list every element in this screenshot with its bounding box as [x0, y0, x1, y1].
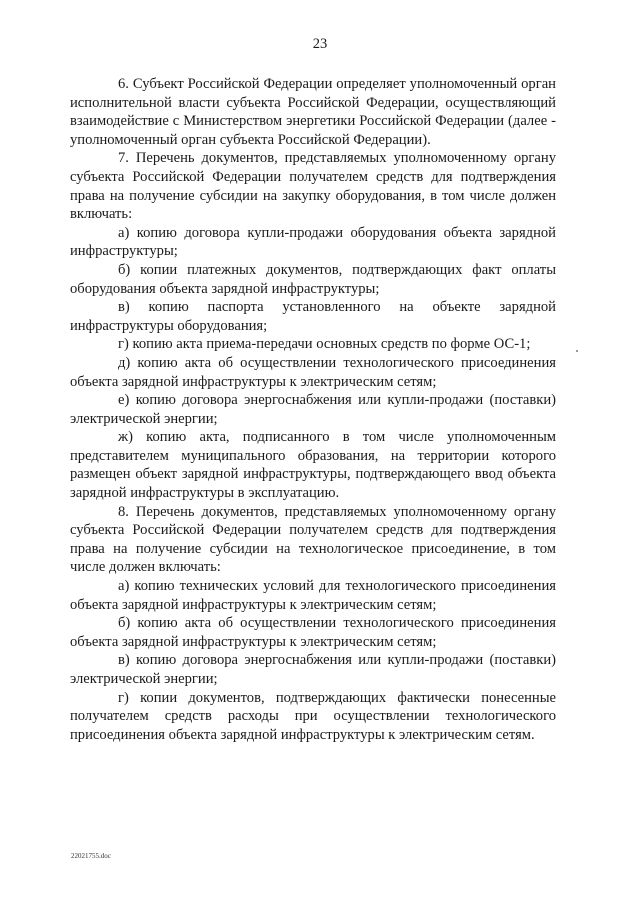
- paragraph-8-item-a: а) копию технических условий для технологического присоединения объекта зарядной инфраструктуры к электрическим сетям;: [70, 578, 556, 613]
- document-body: [70, 75, 556, 744]
- paragraph-7: 7. Перечень документов, представляемых уполномоченному органу субъекта Российской Федерации получателем средств для подтверждения права на получение субсидии на закупку оборудования, в том числе должен включать:: [70, 150, 556, 223]
- document-file-name: 22021755.doc: [71, 852, 111, 860]
- paragraph-7-item-v: в) копию паспорта установленного на объекте зарядной инфраструктуры оборудования;: [70, 299, 556, 334]
- paragraph-7-item-a: а) копию договора купли-продажи оборудования объекта зарядной инфраструктуры;: [70, 224, 556, 260]
- page-number: 23: [312, 36, 328, 52]
- paragraph-7-item-b: б) копии платежных документов, подтверждающих факт оплаты оборудования объекта зарядной инфраструктуры;: [70, 261, 556, 297]
- paragraph-7-item-d: д) копию акта об осуществлении технологического присоединения объекта зарядной инфраструктуры к электрическим сетям;: [70, 354, 556, 390]
- paragraph-8-item-v: в) копию договора энергоснабжения или купли-продажи (поставки) электрической энергии;: [70, 652, 556, 687]
- paragraph-8-item-b: б) копию акта об осуществлении технологического присоединения объекта зарядной инфраструктуры к электрическим сетям;: [70, 615, 556, 650]
- paragraph-7-item-e: е) копию договора энергоснабжения или купли-продажи (поставки) электрической энергии;: [70, 392, 556, 427]
- paragraph-6: 6. Субъект Российской Федерации определяет уполномоченный орган исполнительной власти субъекта Российской Федерации, осуществляющий взаимодействие с Министерством энергетики Российской Федерации (далее - уполномоченный орган субъекта Российской Федерации).: [70, 76, 556, 148]
- paragraph-8: 8. Перечень документов, представляемых уполномоченному органу субъекта Российской Федерации получателем средств для подтверждения права на получение субсидии на технологическое присоединение, в том числе должен включать:: [70, 503, 556, 576]
- paragraph-7-item-zh: ж) копию акта, подписанного в том числе уполномоченным представителем муниципального образования, на территории которого размещен объект зарядной инфраструктуры, подтверждающего ввод объекта зарядной инфраструктуры в эксплуатацию.: [70, 429, 556, 502]
- paragraph-8-item-g: г) копии документов, подтверждающих фактически понесенные получателем средств расходы при осуществлении технологического присоединения объекта зарядной инфраструктуры к электрическим сетям.: [70, 689, 556, 743]
- paragraph-7-item-g: г) копию акта приема-передачи основных средств по форме ОС-1;: [118, 336, 531, 353]
- scan-speck: [576, 350, 578, 352]
